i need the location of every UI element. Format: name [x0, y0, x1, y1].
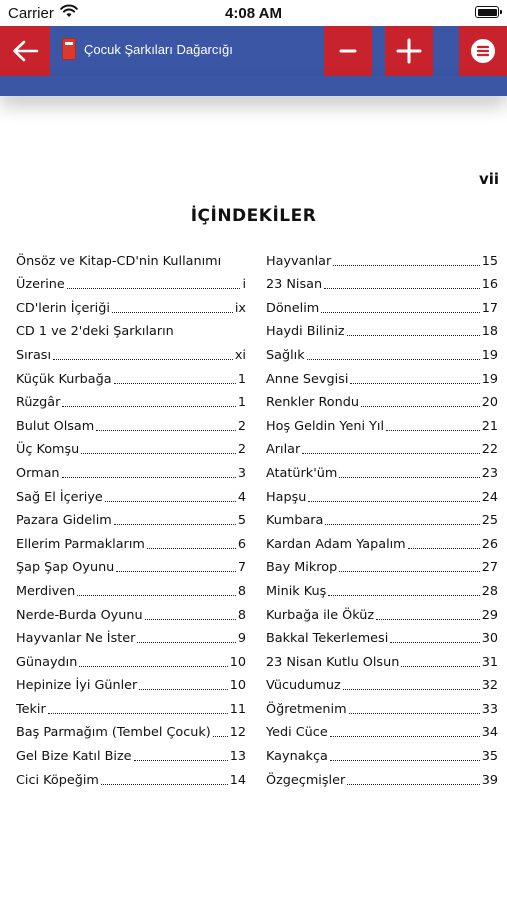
toc-entry	[266, 293, 498, 317]
toc-entry-title: Küçük Kurbağa	[16, 371, 112, 387]
dot-leader	[77, 595, 236, 596]
toc-entry-title: Rüzgâr	[16, 395, 61, 411]
toc-entry	[266, 435, 498, 459]
dot-leader	[376, 619, 480, 620]
toc-entry	[266, 246, 498, 270]
toc-entry-page: 16	[481, 277, 498, 293]
toc-entry-page: 2	[237, 442, 246, 458]
toc-entry-page: 28	[481, 583, 498, 599]
status-bar	[0, 0, 507, 26]
toc-entry-title: Pazara Gidelim	[16, 513, 112, 529]
toc-entry-title: Gel Bize Katıl Bize	[16, 749, 132, 765]
toc-entry	[266, 506, 498, 530]
dot-leader	[343, 689, 480, 690]
dot-leader	[134, 760, 228, 761]
dot-leader	[307, 359, 480, 360]
toc-entry-title: Yedi Cüce	[266, 725, 328, 741]
dot-leader	[137, 642, 235, 643]
toc-entry-page: 34	[481, 725, 498, 741]
toc-entry-title: Hapşu	[266, 489, 307, 505]
toc-entry	[16, 458, 246, 482]
dot-leader	[330, 760, 480, 761]
toc-entry-title: Sağ El İçeriye	[16, 489, 103, 505]
toc-entry-title: Orman	[16, 465, 60, 481]
toc-entry-page: 13	[229, 749, 246, 765]
toc-entry-page: 29	[481, 607, 498, 623]
dot-leader	[112, 312, 233, 313]
toc-entry-page: 20	[481, 395, 498, 411]
dot-leader	[321, 312, 479, 313]
dot-leader	[333, 265, 479, 266]
toc-entry-page: 35	[481, 749, 498, 765]
toc-heading: İÇİNDEKİLER	[190, 206, 317, 226]
toc-entry	[16, 340, 246, 364]
dot-leader	[139, 689, 227, 690]
toc-entry	[16, 671, 246, 695]
toc-entry	[16, 506, 246, 530]
toc-entry	[266, 624, 498, 648]
top-toolbar	[0, 26, 507, 76]
dot-leader	[328, 595, 479, 596]
dot-leader	[48, 713, 228, 714]
dot-leader	[101, 784, 228, 785]
toolbar-shadow-bar	[0, 76, 507, 96]
toc-entry-page: 19	[481, 371, 498, 387]
toc-entry-page: 39	[481, 772, 498, 788]
toc-entry-title: Hayvanlar Ne İster	[16, 631, 136, 647]
back-button[interactable]	[0, 26, 50, 76]
toc-entry-title: Hoş Geldin Yeni Yıl	[266, 418, 385, 434]
toc-entry	[16, 600, 246, 624]
dot-leader	[349, 713, 480, 714]
toc-entry-page: 21	[481, 418, 498, 434]
toc-entry	[16, 741, 246, 765]
toc-entry	[266, 411, 498, 435]
toc-entry-page: 18	[481, 324, 498, 340]
toc-entry-title: Anne Sevgisi	[266, 371, 349, 387]
toc-entry-title: Kurbağa ile Öküz	[266, 607, 375, 623]
toc-entry-title: Kumbara	[266, 513, 324, 529]
toc-entry-title: Özgeçmişler	[266, 772, 346, 788]
toc-entry	[266, 600, 498, 624]
toc-entry-title: 23 Nisan	[266, 277, 323, 293]
book-icon	[62, 38, 76, 60]
toc-entry	[16, 317, 246, 341]
toc-entry-page: 19	[481, 347, 498, 363]
toc-entry	[266, 388, 498, 412]
toc-entry	[266, 694, 498, 718]
toc-entry-title: Sağlık	[266, 347, 305, 363]
toc-entry	[16, 529, 246, 553]
toc-entry-page: 15	[481, 253, 498, 269]
toc-entry-page: 1	[237, 395, 246, 411]
dot-leader	[386, 430, 480, 431]
toc-entry-page: 12	[229, 725, 246, 741]
toc-entry	[266, 270, 498, 294]
plus-icon	[396, 38, 422, 64]
minus-icon	[338, 41, 358, 61]
toc-entry-page: 31	[481, 654, 498, 670]
toc-entry-page: 7	[237, 560, 246, 576]
toc-entry-title: Arılar	[266, 442, 301, 458]
toc-right-column	[266, 246, 498, 789]
battery-icon	[475, 6, 499, 18]
toc-entry-title: Renkler Rondu	[266, 395, 359, 411]
toc-entry	[16, 270, 246, 294]
toc-entry	[16, 576, 246, 600]
zoom-out-button[interactable]	[324, 26, 372, 76]
toc-entry-title: Nerde-Burda Oyunu	[16, 607, 143, 623]
dot-leader	[62, 406, 235, 407]
toc-entry-page: 8	[237, 583, 246, 599]
page-number: vii	[478, 170, 499, 188]
toc-entry	[266, 340, 498, 364]
toc-entry-title: Haydi Biliniz	[266, 324, 345, 340]
toc-entry	[16, 364, 246, 388]
toc-entry-page: 1	[237, 371, 246, 387]
dot-leader	[390, 642, 479, 643]
toc-entry-page: 24	[481, 489, 498, 505]
dot-leader	[81, 453, 236, 454]
toc-entry-title: Ellerim Parmaklarım	[16, 536, 145, 552]
dot-leader	[401, 666, 479, 667]
toc-entry-page: 11	[229, 701, 246, 717]
toc-entry	[266, 718, 498, 742]
toc-entry-page: 26	[481, 536, 498, 552]
dot-leader	[62, 477, 236, 478]
toc-entry-page: 10	[229, 654, 246, 670]
toc-entry-page: 10	[229, 678, 246, 694]
toc-entry-title: Günaydın	[16, 654, 78, 670]
toc-entry-page: 3	[237, 465, 246, 481]
toc-entry	[16, 388, 246, 412]
toc-entry-title: Şap Şap Oyunu	[16, 560, 115, 576]
dot-leader	[147, 548, 236, 549]
carrier-label: Carrier	[8, 5, 54, 22]
toc-entry-title: Baş Parmağım (Tembel Çocuk)	[16, 725, 211, 741]
toc-entry	[16, 718, 246, 742]
menu-button[interactable]	[459, 26, 507, 76]
toc-entry-page: 25	[481, 513, 498, 529]
toc-entry-page: 27	[481, 560, 498, 576]
toc-entry	[16, 435, 246, 459]
dot-leader	[302, 453, 479, 454]
toc-entry-page: 32	[481, 678, 498, 694]
toc-entry	[266, 482, 498, 506]
toc-entry-title: Üç Komşu	[16, 442, 80, 458]
toc-entry	[266, 576, 498, 600]
toc-entry	[266, 765, 498, 789]
toc-entry-page: 5	[237, 513, 246, 529]
toc-entry-title: Üzerine	[16, 277, 65, 293]
zoom-in-button[interactable]	[385, 26, 433, 76]
toc-entry-title: Bay Mikrop	[266, 560, 338, 576]
toc-entry	[266, 671, 498, 695]
toc-entry-title: Merdiven	[16, 583, 76, 599]
toc-entry-title: Cici Köpeğim	[16, 772, 99, 788]
dot-leader	[105, 501, 236, 502]
toc-entry	[16, 553, 246, 577]
toc-entry	[16, 482, 246, 506]
dot-leader	[79, 666, 227, 667]
toc-entry-title: Bulut Olsam	[16, 418, 95, 434]
toc-entry	[266, 647, 498, 671]
toc-entry-title: Önsöz ve Kitap-CD'nin Kullanımı	[16, 253, 222, 269]
toc-entry-page: i	[242, 277, 246, 293]
dot-leader	[96, 430, 236, 431]
toc-entry-page: 22	[481, 442, 498, 458]
arrow-left-icon	[11, 40, 39, 62]
dot-leader	[325, 524, 479, 525]
toc-entry-title: Sırası	[16, 347, 52, 363]
dot-leader	[145, 619, 236, 620]
dot-leader	[213, 736, 228, 737]
toc-left-column	[16, 246, 246, 789]
toc-entry-page: 14	[229, 772, 246, 788]
dot-leader	[361, 406, 480, 407]
toc-entry	[16, 624, 246, 648]
toc-entry	[266, 741, 498, 765]
toc-entry-title: Kardan Adam Yapalım	[266, 536, 406, 552]
dot-leader	[114, 383, 236, 384]
dot-leader	[308, 501, 479, 502]
dot-leader	[67, 288, 241, 289]
dot-leader	[53, 359, 233, 360]
dot-leader	[347, 335, 480, 336]
toc-entry-page: ix	[234, 300, 246, 316]
toc-entry-title: Atatürk'üm	[266, 465, 338, 481]
dot-leader	[116, 571, 236, 572]
dot-leader	[350, 383, 479, 384]
toc-entry-title: Dönelim	[266, 300, 320, 316]
toc-entry-page: 9	[237, 631, 246, 647]
toc-entry-page: 6	[237, 536, 246, 552]
menu-circle-icon	[470, 38, 496, 64]
toc-entry	[266, 364, 498, 388]
toc-entry-title: Kaynakça	[266, 749, 328, 765]
dot-leader	[330, 736, 480, 737]
toc-entry	[266, 317, 498, 341]
dot-leader	[324, 288, 480, 289]
toc-entry-page: 8	[237, 607, 246, 623]
dot-leader	[347, 784, 480, 785]
toc-entry-title: Tekir	[16, 701, 46, 717]
toc-entry-page: 17	[481, 300, 498, 316]
toc-entry	[16, 765, 246, 789]
toc-entry-page: 30	[481, 631, 498, 647]
toc-entry	[16, 411, 246, 435]
toc-entry-page: 2	[237, 418, 246, 434]
toc-entry	[16, 293, 246, 317]
toc-entry-title: Hepinize İyi Günler	[16, 678, 138, 694]
book-title: Çocuk Şarkıları Dağarcığı	[84, 42, 233, 57]
dot-leader	[114, 524, 236, 525]
toc-entry-title: Hayvanlar	[266, 253, 332, 269]
toc-entry-page: 4	[237, 489, 246, 505]
toc-entry	[266, 553, 498, 577]
toc-entry-page: xi	[234, 347, 246, 363]
toc-entry	[266, 458, 498, 482]
toc-entry	[266, 529, 498, 553]
clock: 4:08 AM	[225, 5, 282, 22]
dot-leader	[339, 477, 479, 478]
toc-entry-title: Öğretmenim	[266, 701, 347, 717]
toc-entry-title: Vücudumuz	[266, 678, 341, 694]
toc-entry	[16, 246, 246, 270]
toc-entry-title: CD 1 ve 2'deki Şarkıların	[16, 324, 174, 340]
toc-entry	[16, 647, 246, 671]
toc-entry	[16, 694, 246, 718]
toc-entry-title: CD'lerin İçeriği	[16, 300, 110, 316]
toc-entry-page: 23	[481, 465, 498, 481]
toc-entry-title: Minik Kuş	[266, 583, 327, 599]
toc-entry-title: Bakkal Tekerlemesi	[266, 631, 389, 647]
toc-entry-title: 23 Nisan Kutlu Olsun	[266, 654, 400, 670]
dot-leader	[408, 548, 480, 549]
dot-leader	[339, 571, 480, 572]
toc-entry-page: 33	[481, 701, 498, 717]
